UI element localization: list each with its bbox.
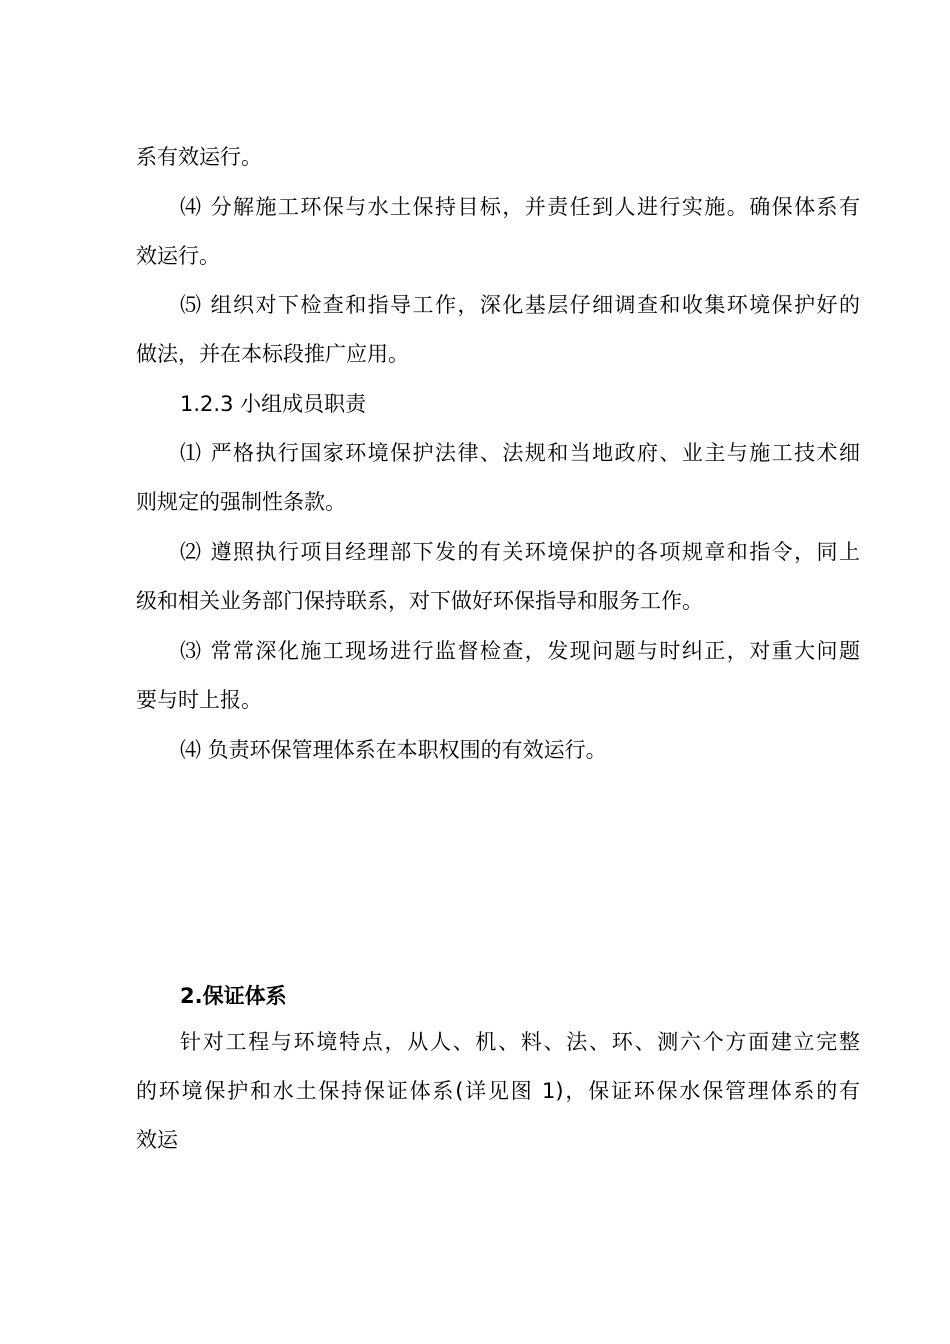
text-line: ⑴ 严格执行国家环境保护法律、法规和当地政府、业主与施工技术细 <box>180 441 860 465</box>
text-line: 的环境保护和水土保持保证体系(详见图 1)，保证环保水保管理体系的有 <box>136 1079 860 1103</box>
text-line: ⑵ 遵照执行项目经理部下发的有关环境保护的各项规章和指令，同上 <box>180 540 860 564</box>
text-line: 则规定的强制性条款。 <box>136 490 346 514</box>
text-line: ⑸ 组织对下检查和指导工作，深化基层仔细调查和收集环境保护好的 <box>180 293 860 317</box>
text-line: 效运行。 <box>136 244 220 268</box>
text-line: 效运 <box>136 1128 178 1152</box>
section-heading: 2.保证体系 <box>180 984 287 1008</box>
text-line: 做法，并在本标段推广应用。 <box>136 342 409 366</box>
text-line: ⑷ 负责环保管理体系在本职权围的有效运行。 <box>180 738 607 762</box>
section-heading: 1.2.3 小组成员职责 <box>180 392 367 416</box>
text-line: ⑷ 分解施工环保与水土保持目标，并责任到人进行实施。确保体系有 <box>180 195 860 219</box>
text-line: 针对工程与环境特点，从人、机、料、法、环、测六个方面建立完整 <box>180 1030 860 1054</box>
text-line: 级和相关业务部门保持联系，对下做好环保指导和服务工作。 <box>136 589 703 613</box>
text-line: 系有效运行。 <box>136 145 262 169</box>
text-line: 要与时上报。 <box>136 688 262 712</box>
text-line: ⑶ 常常深化施工现场进行监督检查，发现问题与时纠正，对重大问题 <box>180 639 860 663</box>
